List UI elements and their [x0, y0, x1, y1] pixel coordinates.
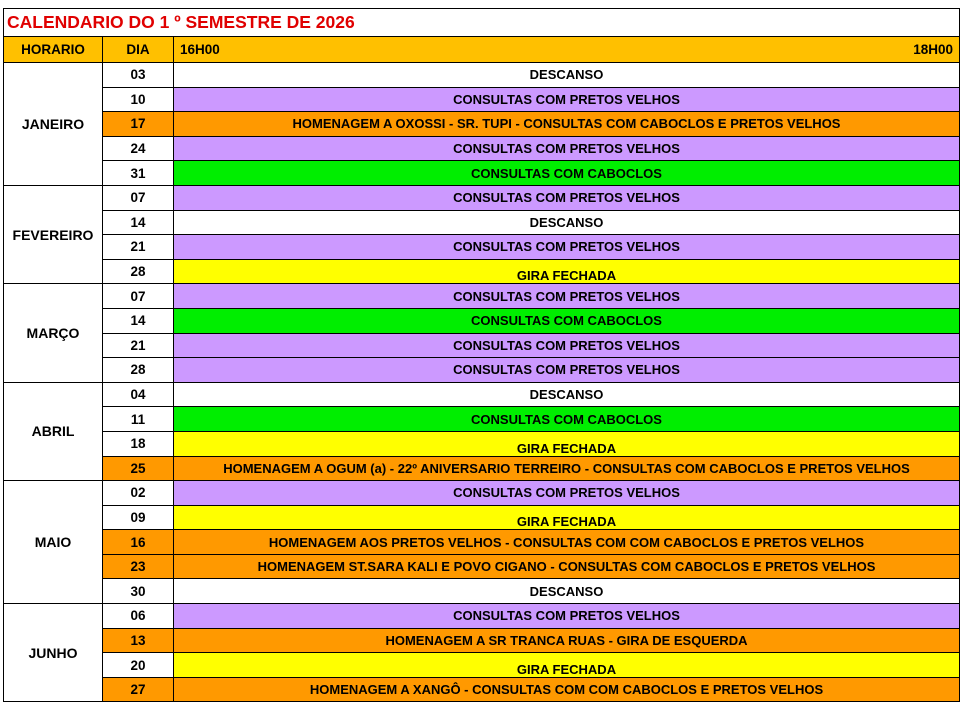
day-cell: 11 [103, 407, 174, 432]
event-row [4, 579, 960, 604]
day-cell: 24 [103, 136, 174, 161]
event-cell: DESCANSO [174, 63, 960, 88]
day-cell: 06 [103, 604, 174, 629]
day-cell: 03 [103, 63, 174, 88]
day-cell: 30 [103, 579, 174, 604]
event-cell: HOMENAGEM AOS PRETOS VELHOS - CONSULTAS COM COM CABOCLOS E PRETOS VELHOS [174, 530, 960, 555]
event-row [4, 456, 960, 481]
event-row [4, 407, 960, 432]
event-row [4, 161, 960, 186]
day-cell: 28 [103, 259, 174, 284]
day-cell: 31 [103, 161, 174, 186]
day-cell: 28 [103, 358, 174, 383]
month-cell: MARÇO [4, 284, 103, 382]
event-row [4, 677, 960, 702]
day-cell: 17 [103, 112, 174, 137]
event-row [4, 235, 960, 260]
event-row [4, 481, 960, 506]
event-cell: CONSULTAS COM CABOCLOS [174, 308, 960, 333]
time-end: 18H00 [913, 42, 954, 57]
event-row [4, 530, 960, 555]
day-cell: 07 [103, 284, 174, 309]
day-cell: 04 [103, 382, 174, 407]
day-cell: 21 [103, 333, 174, 358]
day-cell: 18 [103, 431, 174, 456]
event-row [4, 653, 960, 678]
day-cell: 07 [103, 185, 174, 210]
event-row [4, 382, 960, 407]
day-cell: 14 [103, 308, 174, 333]
event-cell: CONSULTAS COM PRETOS VELHOS [174, 284, 960, 309]
event-row [4, 604, 960, 629]
event-cell: DESCANSO [174, 210, 960, 235]
day-cell: 14 [103, 210, 174, 235]
header-day: DIA [103, 37, 174, 63]
day-cell: 20 [103, 653, 174, 678]
day-cell: 27 [103, 677, 174, 702]
time-start: 16H00 [180, 42, 220, 57]
event-cell: HOMENAGEM ST.SARA KALI E POVO CIGANO - CONSULTAS COM CABOCLOS E PRETOS VELHOS [174, 554, 960, 579]
event-row [4, 358, 960, 383]
month-cell: FEVEREIRO [4, 185, 103, 283]
header-row [4, 37, 960, 63]
day-cell: 10 [103, 87, 174, 112]
event-cell: CONSULTAS COM PRETOS VELHOS [174, 87, 960, 112]
calendar-body [4, 9, 960, 702]
event-cell: CONSULTAS COM PRETOS VELHOS [174, 235, 960, 260]
event-row [4, 431, 960, 456]
event-row [4, 210, 960, 235]
month-cell: ABRIL [4, 382, 103, 480]
event-row [4, 628, 960, 653]
event-cell: HOMENAGEM A OXOSSI - SR. TUPI - CONSULTAS COM CABOCLOS E PRETOS VELHOS [174, 112, 960, 137]
month-cell: JUNHO [4, 604, 103, 702]
event-cell: CONSULTAS COM PRETOS VELHOS [174, 333, 960, 358]
event-cell: CONSULTAS COM PRETOS VELHOS [174, 185, 960, 210]
day-cell: 23 [103, 554, 174, 579]
event-cell: HOMENAGEM A OGUM (a) - 22º ANIVERSARIO TERREIRO - CONSULTAS COM CABOCLOS E PRETOS VELHOS [174, 456, 960, 481]
event-cell: GIRA FECHADA [174, 259, 960, 284]
day-cell: 13 [103, 628, 174, 653]
event-row [4, 259, 960, 284]
calendar-table [3, 8, 960, 702]
event-row [4, 63, 960, 88]
day-cell: 02 [103, 481, 174, 506]
header-hours [174, 37, 960, 63]
event-row [4, 185, 960, 210]
event-cell: GIRA FECHADA [174, 431, 960, 456]
event-row [4, 505, 960, 530]
event-row [4, 333, 960, 358]
month-cell: MAIO [4, 481, 103, 604]
event-cell: DESCANSO [174, 382, 960, 407]
event-row [4, 284, 960, 309]
event-row [4, 554, 960, 579]
event-cell: GIRA FECHADA [174, 653, 960, 678]
month-cell: JANEIRO [4, 63, 103, 186]
event-cell: CONSULTAS COM PRETOS VELHOS [174, 136, 960, 161]
event-row [4, 136, 960, 161]
event-cell: GIRA FECHADA [174, 505, 960, 530]
event-row [4, 308, 960, 333]
event-cell: CONSULTAS COM CABOCLOS [174, 161, 960, 186]
event-cell: HOMENAGEM A SR TRANCA RUAS - GIRA DE ESQUERDA [174, 628, 960, 653]
day-cell: 09 [103, 505, 174, 530]
header-month: HORARIO [4, 37, 103, 63]
event-cell: CONSULTAS COM PRETOS VELHOS [174, 481, 960, 506]
day-cell: 21 [103, 235, 174, 260]
event-cell: DESCANSO [174, 579, 960, 604]
event-row [4, 87, 960, 112]
event-row [4, 112, 960, 137]
event-cell: CONSULTAS COM CABOCLOS [174, 407, 960, 432]
event-cell: HOMENAGEM A XANGÔ - CONSULTAS COM COM CABOCLOS E PRETOS VELHOS [174, 677, 960, 702]
day-cell: 16 [103, 530, 174, 555]
event-cell: CONSULTAS COM PRETOS VELHOS [174, 358, 960, 383]
event-cell: CONSULTAS COM PRETOS VELHOS [174, 604, 960, 629]
day-cell: 25 [103, 456, 174, 481]
page-title: CALENDARIO DO 1 º SEMESTRE DE 2026 [4, 9, 960, 37]
